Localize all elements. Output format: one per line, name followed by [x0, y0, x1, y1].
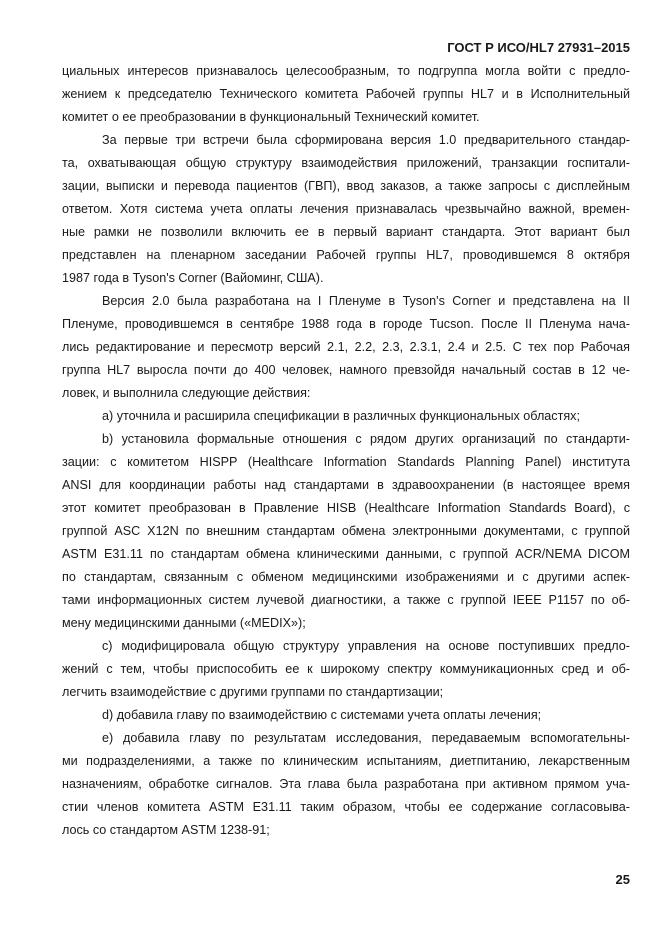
text-line: ANSI для координации работы над стандартами в здравоохранении (в настоящее время: [62, 478, 630, 492]
text-line: Пленуме, проводившемся в сентябре 1988 года в городе Tucson. После II Пленума нача-: [62, 317, 630, 331]
text-line: группой ASC X12N по внешним стандартам обмена электронными документами, с группой: [62, 524, 630, 538]
text-line: тами информационных систем лучевой диагностики, а также с группой IEEE P1157 по об-: [62, 593, 630, 607]
text-line: та, охватывающая общую структуру взаимодействия приложений, транзакции госпитали-: [62, 156, 630, 170]
text-line: ми подразделениями, а также по клиническим испытаниям, диетпитанию, лекарственным: [62, 754, 630, 768]
text-line: комитет о ее преобразовании в функциональный Технический комитет.: [62, 110, 480, 124]
text-line: легчить взаимодействие с другими группами по стандартизации;: [62, 685, 444, 699]
document-header: ГОСТ Р ИСО/HL7 27931–2015: [447, 40, 630, 55]
list-item-d: d) добавила главу по взаимодействию с системами учета оплаты лечения;: [102, 708, 542, 722]
text-line: циальных интересов признавалось целесообразным, то подгруппа могла войти с предло-: [62, 64, 630, 78]
page-number: 25: [615, 872, 630, 887]
text-line: стии членов комитета ASTM E31.11 таким образом, чтобы ее содержание согласовыва-: [62, 800, 630, 814]
text-line: этот комитет преобразован в Правление HISB (Healthcare Information Standards Board), с: [62, 501, 630, 515]
text-line: жением к председателю Технического комитета Рабочей группы HL7 и в Исполнительный: [62, 87, 630, 101]
text-line: лось со стандартом ASTM 1238-91;: [62, 823, 270, 837]
list-item-b: b) установила формальные отношения с рядом других организаций по стандарти-: [102, 432, 630, 446]
text-line: ответом. Хотя система учета оплаты лечения признавалась чрезвычайно важной, времен-: [62, 202, 630, 216]
text-line: ASTM E31.11 по стандартам обмена клиническими данными, с группой ACR/NEMA DICOM: [62, 547, 630, 561]
text-line: мену медицинскими данными («MEDIX»);: [62, 616, 306, 630]
text-line: ловек, и выполнила следующие действия:: [62, 386, 311, 400]
text-line: жений с тем, чтобы приспособить ее к широкому спектру коммуникационных сред и об-: [62, 662, 630, 676]
list-item-e: e) добавила главу по результатам исследования, передаваемым вспомогательны-: [102, 731, 630, 745]
text-line: Версия 2.0 была разработана на I Пленуме в Tyson's Corner и представлена на II: [102, 294, 630, 308]
text-line: 1987 года в Tyson's Corner (Вайоминг, США).: [62, 271, 324, 285]
text-line: зации, выписки и перевода пациентов (ГВП), ввод заказов, а также запросы с дисплейным: [62, 179, 630, 193]
text-line: зации: с комитетом HISPP (Healthcare Information Standards Planning Panel) института: [62, 455, 630, 469]
text-line: За первые три встречи была сформирована версия 1.0 предварительного стандар-: [102, 133, 630, 147]
text-line: ные рамки не позволили включить ее в первый вариант стандарта. Этот вариант был: [62, 225, 630, 239]
list-item-c: c) модифицировала общую структуру управления на основе поступивших предло-: [102, 639, 630, 653]
list-item-a: a) уточнила и расширила спецификации в различных функциональных областях;: [102, 409, 580, 423]
text-line: представлен на пленарном заседании Рабочей группы HL7, проводившемся 8 октября: [62, 248, 630, 262]
text-line: группа HL7 выросла почти до 400 человек, намного превзойдя начальный состав в 12 че-: [62, 363, 630, 377]
text-line: по стандартам, связанным с обменом медицинскими изображениями и с другими аспек-: [62, 570, 630, 584]
text-line: назначениям, обработке сигналов. Эта глава была разработана при активном прямом уча-: [62, 777, 630, 791]
text-line: лись редактирование и пересмотр версий 2.1, 2.2, 2.3, 2.3.1, 2.4 и 2.5. С тех пор Рабочая: [62, 340, 630, 354]
